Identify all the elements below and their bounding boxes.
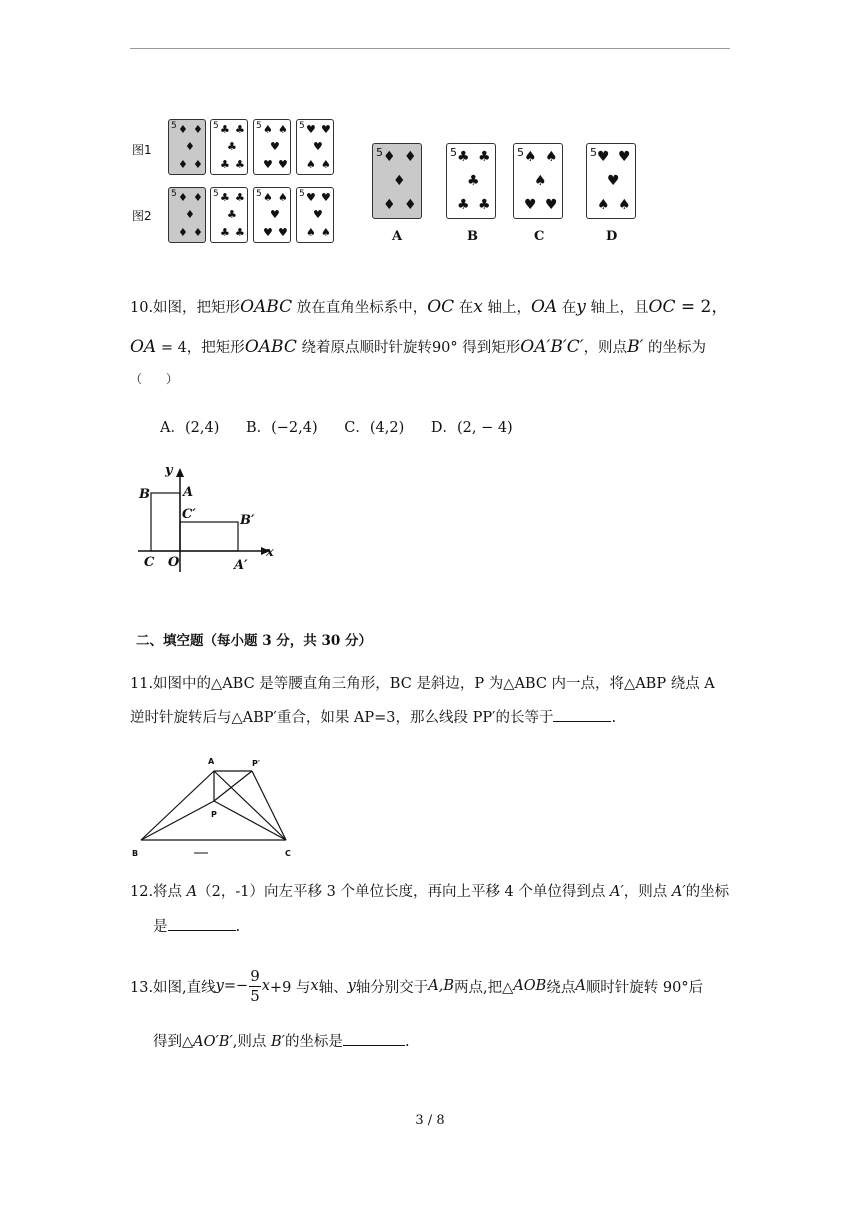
card-fig2-club: 5 ♣ ♣ ♣ ♣ ♣ bbox=[210, 187, 248, 243]
side-ac bbox=[214, 771, 286, 840]
rect-rotated bbox=[180, 522, 238, 551]
option-card-b: 5 ♣ ♣ ♣ ♣ ♣ bbox=[446, 143, 496, 219]
label-A: A bbox=[208, 757, 215, 766]
q10-option-d: D．(2, − 4) bbox=[430, 420, 513, 436]
label-B-prime: B′ bbox=[240, 513, 255, 528]
q13-fraction: $\frac{9}{5}$ bbox=[250, 966, 260, 1005]
label-B: B bbox=[139, 487, 150, 502]
segment-pp-prime bbox=[214, 771, 252, 801]
label-O: O bbox=[168, 555, 180, 570]
label-P-prime: P′ bbox=[252, 759, 260, 768]
q10-answer-paren: （ ） bbox=[130, 372, 179, 386]
section-2-title: 二、填空题（每小题 3 分，共 30 分） bbox=[136, 633, 372, 649]
card-fig2-spade: 5 ♠ ♠ ♥ ♥ ♥ bbox=[253, 187, 291, 243]
option-card-d: 5 ♥ ♥ ♥ ♠ ♠ bbox=[586, 143, 636, 219]
card-fig1-spade: 5 ♠ ♠ ♥ ♥ ♥ bbox=[253, 119, 291, 175]
label-y: y bbox=[165, 463, 173, 478]
option-label-c: C bbox=[534, 229, 545, 244]
q12-line-2: 是 . bbox=[153, 919, 241, 935]
card-fig1-diamond: 5 ♦ ♦ ♦ ♦ ♦ bbox=[168, 119, 206, 175]
q13-line-1: 13.如图,直线 y =− $\frac{9}{5}$ x +9 与 x 轴、 y 轴分别交于 A,B 两点,把△ AOB 绕点 A 顺时针旋转 90°后 bbox=[130, 966, 704, 1005]
figure-2-label: 图2 bbox=[132, 209, 152, 223]
option-label-d: D bbox=[606, 229, 618, 244]
side-ba bbox=[141, 771, 214, 840]
card-fig2-diamond: 5 ♦ ♦ ♦ ♦ ♦ bbox=[168, 187, 206, 243]
card-fig2-heart: 5 ♥ ♥ ♥ ♠ ♠ bbox=[296, 187, 334, 243]
label-A: A bbox=[183, 485, 194, 500]
q10-options bbox=[160, 416, 513, 437]
segment-bp bbox=[141, 801, 214, 840]
q13-answer-blank bbox=[343, 1033, 405, 1046]
label-A-prime: A′ bbox=[234, 558, 248, 573]
q10-option-a: A．(2,4) bbox=[160, 420, 220, 436]
q11-answer-blank bbox=[553, 709, 611, 722]
option-label-b: B bbox=[467, 229, 478, 244]
card-fig1-club: 5 ♣ ♣ ♣ ♣ ♣ bbox=[210, 119, 248, 175]
option-label-a: A bbox=[392, 229, 403, 244]
label-C-prime: C′ bbox=[182, 507, 196, 522]
header-rule bbox=[130, 48, 730, 49]
label-C: C bbox=[285, 849, 291, 858]
option-card-c: 5 ♠ ♠ ♠ ♥ ♥ bbox=[513, 143, 563, 219]
q12-line-1: 12.将点 A（2，-1）向左平移 3 个单位长度，再向上平移 4 个单位得到点 A′，则点 A′的坐标 bbox=[130, 884, 730, 900]
card-fig1-heart: 5 ♥ ♥ ♥ ♠ ♠ bbox=[296, 119, 334, 175]
y-axis-arrow bbox=[176, 468, 184, 477]
q10-option-c: C．(4,2) bbox=[344, 420, 405, 436]
q10-option-b: B．(−2,4) bbox=[245, 420, 318, 436]
q11-line-2: 逆时针旋转后与△ABP′重合，如果 AP=3，那么线段 PP′的长等于 . bbox=[130, 710, 617, 726]
q10-line-1: 10.如图，把矩形OABC 放在直角坐标系中，OC 在x 轴上，OA 在y 轴上，且OC = 2， bbox=[130, 297, 729, 317]
rect-oabc bbox=[151, 493, 180, 551]
q11-triangle-figure bbox=[128, 752, 300, 858]
page-number: 3 / 8 bbox=[415, 1113, 445, 1128]
segment-p-prime-c bbox=[252, 771, 286, 840]
option-card-a: 5 ♦ ♦ ♦ ♦ ♦ bbox=[372, 143, 422, 219]
q10-line-2: OA = 4，把矩形OABC 绕着原点顺时针旋转90° 得到矩形OA′B′C′，则点B′ 的坐标为 bbox=[130, 337, 707, 357]
q11-line-1: 11.如图中的△ABC 是等腰直角三角形，BC 是斜边，P 为△ABC 内一点，将△ABP 绕点 A bbox=[130, 676, 715, 692]
label-P: P bbox=[211, 810, 217, 819]
segment-pc bbox=[214, 801, 286, 840]
label-C: C bbox=[144, 555, 155, 570]
q10-coordinate-graph bbox=[130, 460, 290, 580]
label-x: x bbox=[266, 545, 274, 560]
label-B: B bbox=[132, 849, 139, 858]
q13-line-2: 得到△AO′B′,则点 B′的坐标是 . bbox=[153, 1034, 410, 1050]
figure-1-label: 图1 bbox=[132, 143, 152, 157]
q12-answer-blank bbox=[168, 918, 236, 931]
